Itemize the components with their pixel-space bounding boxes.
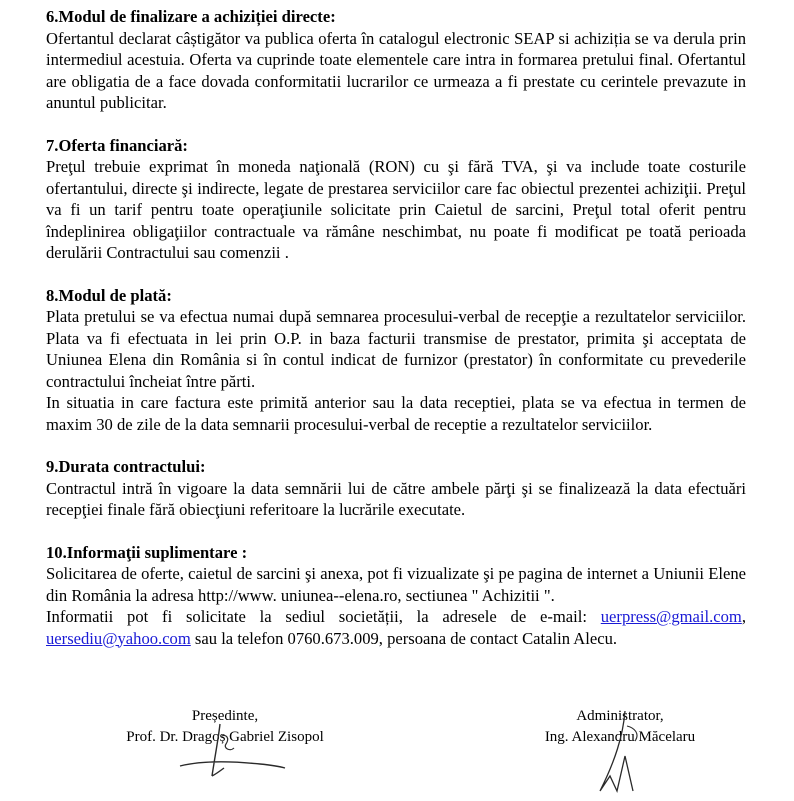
signature-area xyxy=(0,706,794,801)
handwritten-signature-right xyxy=(585,706,665,796)
section-heading: 10.Informaţii suplimentare : xyxy=(46,542,248,562)
contact-separator: , xyxy=(741,607,746,626)
section-paragraph: Plata pretului se va efectua numai după semnarea procesului-verbal de recepţie a rezultatelor serviciilor. Plata va fi efectuata in lei prin O.P. in baza facturii transmise de prestator, primita şi acceptata de Uniunea Elena din România si în contul indicat de furnizor (prestator) în conformitate cu prevederile contractului încheiat între părti. xyxy=(46,307,746,391)
section-8 xyxy=(46,285,746,436)
handwritten-signature-left xyxy=(160,716,300,786)
signature-name: Prof. Dr. Dragoș Gabriel Zisopol xyxy=(126,729,324,745)
section-heading: 8.Modul de plată: xyxy=(46,285,172,305)
section-paragraph: Ofertantul declarat câștigător va publica oferta în catalogul electronic SEAP si achiziția se va derula prin intermediul acestuia. Oferta va cuprinde toate elementele care intra in formarea pretului final. Ofertantul are obligatia de a face dovada conformitatii lucrarilor ce urmeaza a fi prestate cu cerintele prevazute in anuntul publicitar. xyxy=(46,28,746,112)
email-link-uerpress[interactable]: uerpress@gmail.com xyxy=(600,607,742,626)
document-page xyxy=(46,6,746,670)
email-link-uersediu[interactable]: uersediu@yahoo.com xyxy=(46,628,191,648)
section-6 xyxy=(46,6,746,114)
section-heading: 6.Modul de finalizare a achiziției directe: xyxy=(46,7,336,26)
section-paragraph: In situatia in care factura este primită anterior sau la data receptiei, plata se va efectua in termen de maxim 30 de zile de la data semnarii procesului-verbal de receptie a rezultatelor serviciilor. xyxy=(46,393,746,434)
signature-name: Ing. Alexandru Măcelaru xyxy=(544,729,696,745)
section-heading: 9.Durata contractului: xyxy=(46,457,206,476)
signature-role: Președinte, xyxy=(191,708,259,724)
contact-text-after: sau la telefon 0760.673.009, persoana de contact Catalin Alecu. xyxy=(190,628,618,648)
section-paragraph: Solicitarea de oferte, caietul de sarcini şi anexa, pot fi vizualizate şi pe pagina de internet a Uniunii Elene din România la adresa http://www. uniunea--elena.ro, sectiunea " Achizitii ". xyxy=(46,564,746,605)
section-10 xyxy=(46,542,746,650)
contact-paragraph xyxy=(46,606,746,649)
section-heading: 7.Oferta financiară: xyxy=(46,135,188,155)
signature-role: Administrator, xyxy=(576,708,664,724)
section-paragraph: Preţul trebuie exprimat în moneda naţională (RON) cu şi fără TVA, şi va include toate costurile ofertantului, directe şi indirecte, legate de prestarea serviciilor care fac obiectul prezentei achiziţii. Preţul va fi un tarif pentru toate operaţiunile solicitate prin Caietul de sarcini, Preţul total oferit pentru îndeplinirea obligaţiilor contractuale va rămâne neschimbat, nu poate fi modificat pe toată perioada derulării Contractului sau comenzii . xyxy=(46,157,746,262)
contact-text-before: Informatii pot fi solicitate la sediul societății, la adresele de e-mail: xyxy=(46,607,601,626)
section-9 xyxy=(46,456,746,521)
section-paragraph: Contractul intră în vigoare la data semnării lui de către ambele părţi şi se finalizează la data efectuări recepţiei finale fără obiecţiuni referitoare la lucrările executate. xyxy=(46,478,746,519)
section-7 xyxy=(46,135,746,264)
